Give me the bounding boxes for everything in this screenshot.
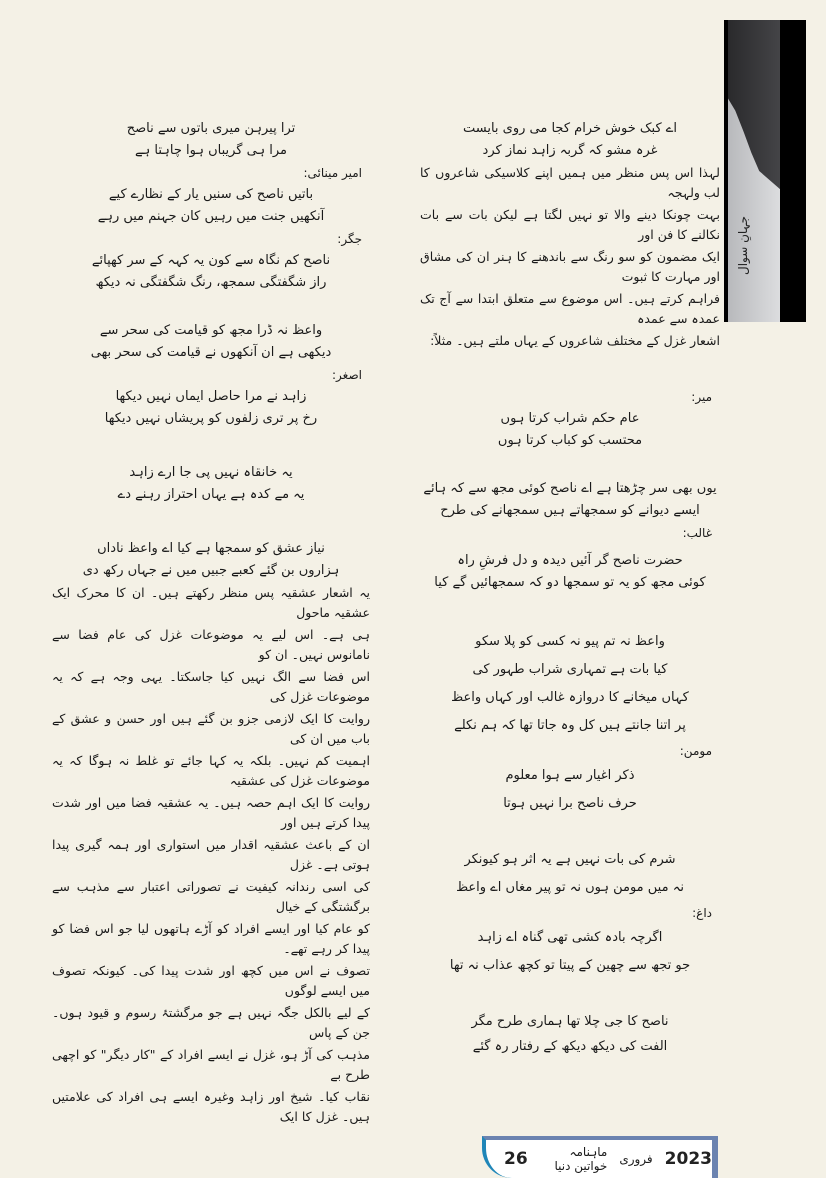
poet-name: میر: — [691, 390, 712, 404]
section-label: جہانِ سوال — [736, 215, 750, 275]
verse-line: پر اتنا جانتے ہیں کل وہ جاتا تھا کہ ہم نکلے — [454, 718, 686, 733]
issue-month: فروری — [619, 1152, 653, 1166]
poet-name: امیر مینائی: — [303, 166, 362, 180]
verse-line: کوئی مجھ کو یہ تو سمجھا دو کہ سمجھائیں گے کیا — [434, 575, 706, 590]
page-number: 26 — [504, 1149, 528, 1169]
verse-line: ہزاروں بن گئے کعبے جبیں میں نے جہاں رکھ دی — [82, 563, 340, 578]
poet-name: جگر: — [337, 232, 362, 246]
section-side-banner — [724, 20, 806, 322]
verse-line: ناصح کم نگاہ سے کون یہ کہہ کے سر کھپائے — [91, 253, 331, 268]
poet-name: غالب: — [682, 526, 712, 540]
prose-line: ان کے باعث عشقیہ اقدار میں استواری اور ہمہ گیری پیدا ہوتی ہے۔ غزل — [52, 837, 370, 872]
verse-line: یہ مے کدہ ہے یہاں احتراز رہنے دے — [117, 487, 305, 502]
verse-line: الفت کی دیکھ دیکھ کے رفتار رہ گئے — [472, 1039, 668, 1054]
page-content — [52, 118, 720, 1178]
verse-line: یوں بھی سر چڑھتا ہے اے ناصح کوئی مجھ سے کہ ہائے — [423, 481, 717, 496]
prose-line: ایک مضمون کو سو رنگ سے باندھنے کا ہنر ان کی مشاق اور مہارت کا ثبوت — [420, 249, 720, 284]
prose-line: بہت چونکا دینے والا تو نہیں لگتا ہے لیکن بات سے بات نکالنے کا فن اور — [420, 207, 720, 242]
columns — [52, 118, 720, 1128]
verse-line: مرا ہی گریباں ہوا چاہتا ہے — [135, 143, 287, 158]
prose-line: ہی ہے۔ اس لیے یہ موضوعات غزل کی عام فضا سے نامانوس نہیں۔ ان کو — [52, 627, 370, 662]
verse-line: واعظ نہ ڈرا مجھ کو قیامت کی سحر سے — [99, 323, 323, 338]
prose-line: کے لیے بالکل جگہ نہیں ہے جو مرگشتۂ رسوم و قیود ہوں۔ جن کے پاس — [52, 1005, 370, 1040]
prose-line: اہمیت کم نہیں۔ بلکہ یہ کہا جائے تو غلط نہ ہوگا کہ یہ موضوعات غزل کی عشقیہ — [52, 753, 370, 788]
verse-line: نیاز عشق کو سمجھا ہے کیا اے واعظ ناداں — [97, 541, 325, 556]
prose-line: تصوف نے اس میں کچھ اور شدت پیدا کی۔ کیونکہ تصوف میں ایسے لوگوں — [52, 963, 370, 998]
verse-line: دیکھی ہے ان آنکھوں نے قیامت کی سحر بھی — [90, 345, 332, 360]
poet-name: داغ: — [692, 906, 712, 920]
verse-line: ذکر اغیار سے ہوا معلوم — [505, 768, 635, 783]
poet-name: مومن: — [679, 744, 712, 758]
right-column — [420, 118, 720, 1058]
verse-line: کہاں میخانے کا دروازہ غالب اور کہاں واعظ — [451, 690, 689, 705]
prose-line: لہذا اس پس منظر میں ہمیں اپنے کلاسیکی شاعروں کا لب ولہجہ — [420, 165, 720, 200]
prose-line: مذہب کی آڑ ہو، غزل نے ایسے افراد کے "کار دیگر" کو اچھی طرح بے — [52, 1047, 370, 1082]
magazine-name: ماہنامہ خواتین دنیا — [554, 1145, 608, 1173]
prose-line: یہ اشعار عشقیہ پس منظر رکھتے ہیں۔ ان کا محرک ایک عشقیہ ماحول — [52, 585, 370, 620]
prose-line: فراہم کرتے ہیں۔ اس موضوع سے متعلق ابتدا سے آج تک عمدہ سے عمدہ — [420, 291, 720, 326]
prose-line: اس فضا سے الگ نہیں کیا جاسکتا۔ یہی وجہ ہے کہ یہ موضوعات غزل کی — [52, 669, 370, 704]
prose-line: روایت کا ایک اہم حصہ ہیں۔ یہ عشقیہ فضا میں اور شدت پیدا کرتے ہیں اور — [52, 795, 370, 830]
verse-line: اے کبک خوش خرام کجا می روی بایست — [462, 121, 678, 136]
verse-line: غرہ مشو کہ گربہ زاہد نماز کرد — [482, 143, 658, 158]
verse-line: اگرچہ بادہ کشی تھی گناہ اے زاہد — [477, 930, 663, 945]
verse-line: باتیں ناصح کی سنیں یار کے نظارے کیے — [108, 187, 314, 202]
prose-line: روایت کا ایک لازمی جزو بن گئے ہیں اور حسن و عشق کے باب میں ان کی — [52, 711, 370, 746]
verse-line: شرم کی بات نہیں ہے یہ اثر ہو کیونکر — [464, 852, 676, 867]
poet-name: اصغر: — [332, 368, 362, 382]
verse-line: ترا پیرہن میری باتوں سے ناصح — [126, 121, 296, 136]
verse-line: محتسب کو کباب کرتا ہوں — [497, 433, 643, 448]
verse-line: کیا بات ہے تمہاری شراب طہور کی — [472, 662, 668, 677]
verse-line: عام حکم شراب کرتا ہوں — [500, 411, 640, 426]
verse-line: یہ خانقاہ نہیں پی جا ارے زاہد — [129, 465, 293, 480]
verse-line: زاہد نے مرا حاصل ایماں نہیں دیکھا — [115, 389, 307, 404]
page-footer — [482, 1136, 718, 1178]
prose-line: اشعار غزل کے مختلف شاعروں کے یہاں ملتے ہیں۔ مثلاً: — [430, 333, 720, 348]
verse-line: آنکھیں جنت میں رہیں کان جہنم میں رہے — [97, 209, 325, 224]
verse-line: راز شگفتگی سمجھ، رنگ شگفتگی نہ دیکھ — [95, 275, 327, 290]
prose-line: نقاب کیا۔ شیخ اور زاہد وغیرہ ایسے ہی افراد کی علامتیں ہیں۔ غزل کا ایک — [52, 1089, 370, 1124]
issue-year: 2023 — [664, 1149, 712, 1169]
verse-line: ناصح کا جی چلا تھا ہماری طرح مگر — [471, 1014, 669, 1029]
verse-line: حضرت ناصح گر آئیں دیدہ و دل فرشِ راہ — [457, 553, 683, 568]
verse-line: رخ پر تری زلفوں کو پریشاں نہیں دیکھا — [104, 411, 318, 426]
left-column — [52, 118, 370, 1128]
verse-line: ایسے دیوانے کو سمجھاتے ہیں سمجھانے کی طرح — [440, 503, 700, 518]
verse-line: حرف ناصح برا نہیں ہوتا — [503, 796, 637, 811]
prose-line: کو عام کیا اور ایسے افراد کو آڑے ہاتھوں لیا جو اس فضا کو پیدا کر رہے تھے۔ — [52, 921, 370, 956]
verse-line: نہ میں مومن ہوں نہ تو پیر مغاں اے واعظ — [456, 880, 684, 895]
verse-line: جو تجھ سے چھین کے پیتا تو کچھ عذاب نہ تھا — [449, 958, 691, 973]
prose-line: کی اسی رندانہ کیفیت نے تصوراتی اعتبار سے مذہب سے برگشتگی کے خیال — [52, 879, 370, 914]
verse-line: واعظ نہ تم پیو نہ کسی کو پلا سکو — [475, 634, 665, 649]
